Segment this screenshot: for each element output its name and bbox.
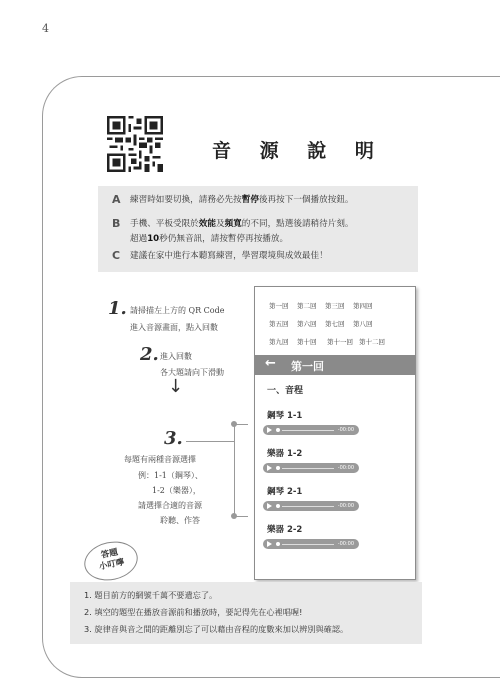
- instruction-letter: A: [112, 193, 121, 206]
- instruction-segment: 及: [215, 219, 225, 229]
- play-icon[interactable]: [267, 465, 272, 471]
- tips-badge-line1: 答題: [100, 547, 119, 561]
- step-3-number: 3.: [164, 428, 183, 449]
- step-3-line4: 請選擇合適的音源: [138, 501, 202, 510]
- emphasis-text: 暫停: [241, 195, 259, 205]
- down-arrow-icon: ↓: [168, 376, 184, 397]
- page-title: 音 源 說 明: [212, 140, 385, 162]
- round-link[interactable]: 第三回: [325, 302, 345, 310]
- step-2-number: 2.: [140, 344, 159, 365]
- audio-time: -00:00: [337, 502, 354, 509]
- progress-handle[interactable]: [276, 428, 280, 432]
- step-3-line5: 聆聽、作答: [160, 516, 200, 525]
- round-link[interactable]: 第四回: [353, 302, 373, 310]
- play-icon[interactable]: [267, 503, 272, 509]
- emphasis-text: 效能: [198, 219, 216, 229]
- instruction-segment: 超過: [130, 234, 148, 244]
- audio-time: -00:00: [337, 426, 354, 433]
- current-round-title: 第一回: [291, 360, 324, 373]
- step-3-line3: 1-2（樂器），: [152, 486, 201, 495]
- round-link[interactable]: 第八回: [353, 320, 373, 328]
- audio-player[interactable]: [263, 425, 359, 435]
- instruction-text: [130, 233, 288, 246]
- round-link[interactable]: 第七回: [325, 320, 345, 328]
- tip-item: 1. 題目前方的網號千萬不要遺忘了。: [84, 590, 218, 600]
- page-number: 4: [42, 22, 49, 35]
- tip-item: 3. 旋律音與音之間的距離別忘了可以藉由音程的度數來加以辨別與確認。: [84, 624, 349, 634]
- instruction-segment: 練習時如要切換，請務必先按: [130, 195, 242, 205]
- step-2-line1: 進入回數: [160, 352, 192, 361]
- round-link[interactable]: 第十回: [297, 338, 317, 346]
- instruction-letter: B: [112, 217, 121, 230]
- round-link[interactable]: 第十二回: [359, 338, 385, 346]
- instructions-box: [98, 186, 418, 272]
- play-icon[interactable]: [267, 427, 272, 433]
- track-label: 鋼琴 2-1: [267, 487, 303, 497]
- instruction-segment: 的不同，點選後請稍待片刻。: [241, 219, 354, 229]
- round-link[interactable]: 第五回: [269, 320, 289, 328]
- round-header: [255, 355, 415, 375]
- audio-player[interactable]: [263, 539, 359, 549]
- emphasis-text: 10: [147, 234, 160, 244]
- step-3-line1: 每題有兩種音源選擇: [124, 455, 196, 464]
- step-1-line1: 請掃描左上方的 QR Code: [130, 306, 225, 315]
- step-1-line2: 進入音源畫面，點入回數: [130, 323, 218, 332]
- instruction-segment: 後再按下一個播放按鈕。: [258, 195, 354, 205]
- instruction-segment: 秒仍無音訊，請按暫停再按播放。: [159, 234, 289, 244]
- track-label: 樂器 1-2: [267, 449, 303, 459]
- progress-track[interactable]: [282, 468, 334, 469]
- instruction-text: [130, 250, 328, 263]
- qr-code-icon[interactable]: [107, 116, 163, 172]
- step-1-number: 1.: [108, 298, 127, 319]
- instruction-text: [130, 194, 353, 207]
- instruction-segment: 手機、平板受限於: [130, 219, 199, 229]
- instruction-segment: 建議在家中進行本聽寫練習，學習環境與成效最佳！: [130, 251, 328, 261]
- audio-player[interactable]: [263, 463, 359, 473]
- round-link[interactable]: 第六回: [297, 320, 317, 328]
- tips-badge-line2: 小叮嚀: [98, 557, 126, 573]
- step-2-line2: 各大題請向下滑動: [160, 368, 224, 377]
- progress-track[interactable]: [282, 506, 334, 507]
- phone-screen: [254, 286, 416, 580]
- round-link[interactable]: 第一回: [269, 302, 289, 310]
- round-link[interactable]: 第十一回: [327, 338, 353, 346]
- progress-handle[interactable]: [276, 466, 280, 470]
- round-link[interactable]: 第二回: [297, 302, 317, 310]
- section-title: 一、音程: [267, 386, 304, 396]
- round-link[interactable]: 第九回: [269, 338, 289, 346]
- progress-handle[interactable]: [276, 504, 280, 508]
- play-icon[interactable]: [267, 541, 272, 547]
- tips-box: [70, 582, 422, 644]
- back-arrow-icon[interactable]: ←: [265, 356, 276, 371]
- progress-handle[interactable]: [276, 542, 280, 546]
- instruction-letter: C: [112, 249, 121, 262]
- step-3-line2: 例：1-1（鋼琴）、: [138, 471, 203, 480]
- tip-item: 2. 填空的題型在播放音源前和播放時，要記得先在心裡唱喔!: [84, 607, 303, 617]
- instruction-text: [130, 218, 354, 231]
- audio-player[interactable]: [263, 501, 359, 511]
- emphasis-text: 頻寬: [224, 219, 242, 229]
- audio-time: -00:00: [337, 464, 354, 471]
- audio-time: -00:00: [337, 540, 354, 547]
- track-label: 鋼琴 1-1: [267, 411, 303, 421]
- progress-track[interactable]: [282, 430, 334, 431]
- track-label: 樂器 2-2: [267, 525, 303, 535]
- progress-track[interactable]: [282, 544, 334, 545]
